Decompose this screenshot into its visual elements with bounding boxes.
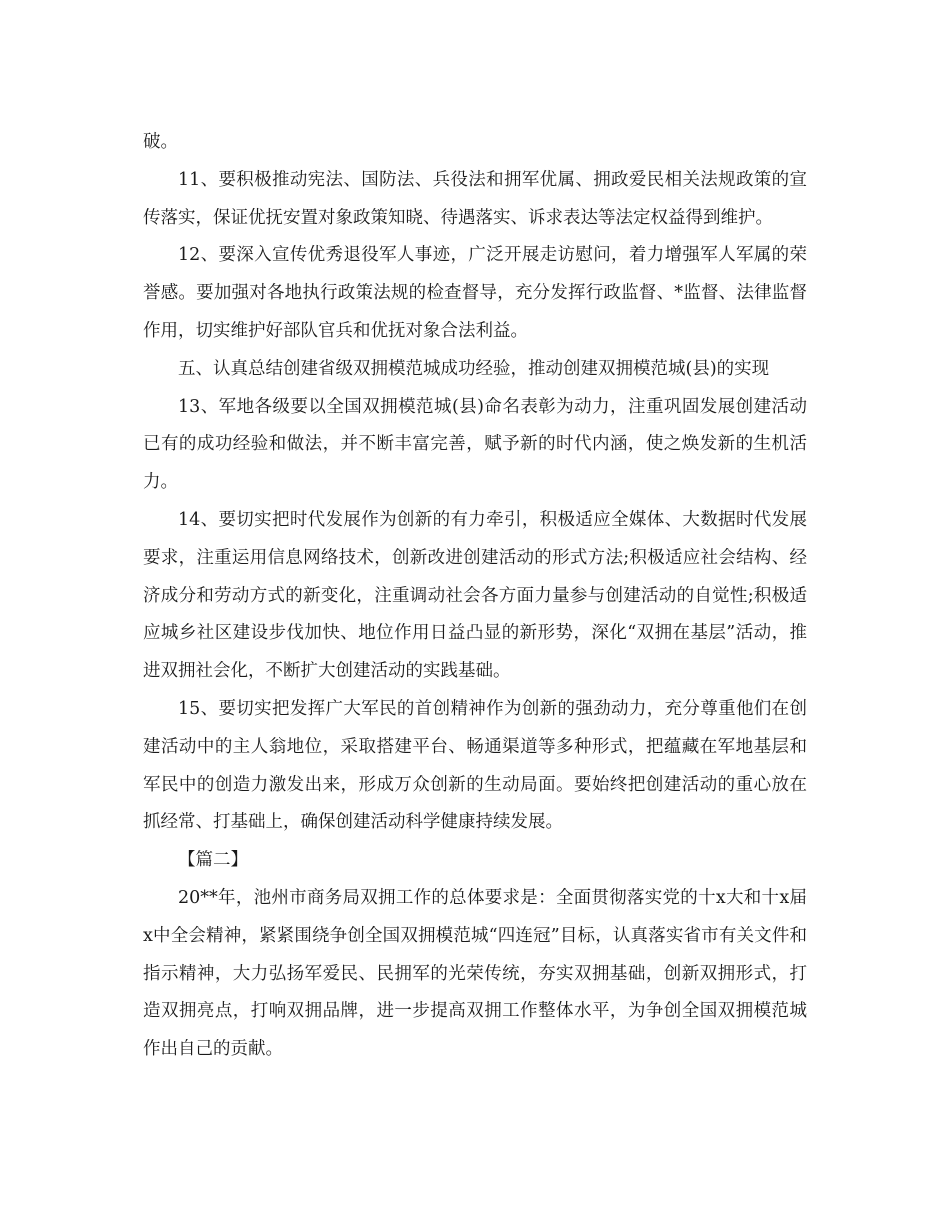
- paragraph-part-two-intro: 20**年，池州市商务局双拥工作的总体要求是：全面贯彻落实党的十x大和十x届x中全会精神，紧紧围绕争创全国双拥模范城“四连冠”目标，认真落实省市有关文件和指示精神，大力弘扬军爱民、民拥军的光荣传统，夯实双拥基础，创新双拥形式，打造双拥亮点，打响双拥品牌，进一步提高双拥工作整体水平，为争创全国双拥模范城作出自己的贡献。: [143, 887, 807, 1060]
- section-heading-five: 五、认真总结创建省级双拥模范城成功经验，推动创建双拥模范城(县)的实现: [178, 358, 770, 379]
- paragraph-item-12: 12、要深入宣传优秀退役军人事迹，广泛开展走访慰问，着力增强军人军属的荣誉感。要加强对各地执行政策法规的检查督导，充分发挥行政监督、*监督、法律监督作用，切实维护好部队官兵和优抚对象合法利益。: [143, 245, 807, 341]
- document-page: [143, 124, 807, 1069]
- part-two-heading: 【篇二】: [178, 850, 248, 871]
- paragraph-item-15: 15、要切实把发挥广大军民的首创精神作为创新的强劲动力，充分尊重他们在创建活动中的主人翁地位，采取搭建平台、畅通渠道等多种形式，把蕴藏在军地基层和军民中的创造力激发出来，形成万众创新的生动局面。要始终把创建活动的重心放在抓经常、打基础上，确保创建活动科学健康持续发展。: [143, 698, 807, 833]
- paragraph-item-14: 14、要切实把时代发展作为创新的有力牵引，积极适应全媒体、大数据时代发展要求，注重运用信息网络技术，创新改进创建活动的形式方法;积极适应社会结构、经济成分和劳动方式的新变化，注重调动社会各方面力量参与创建活动的自觉性;积极适应城乡社区建设步伐加快、地位作用日益凸显的新形势，深化“双拥在基层”活动，推进双拥社会化，不断扩大创建活动的实践基础。: [143, 509, 807, 682]
- paragraph-item-13: 13、军地各级要以全国双拥模范城(县)命名表彰为动力，注重巩固发展创建活动已有的成功经验和做法，并不断丰富完善，赋予新的时代内涵，使之焕发新的生机活力。: [143, 396, 807, 493]
- paragraph-item-11: 11、要积极推动宪法、国防法、兵役法和拥军优属、拥政爱民相关法规政策的宣传落实，保证优抚安置对象政策知晓、待遇落实、诉求表达等法定权益得到维护。: [143, 169, 807, 228]
- paragraph-continuation: 破。: [143, 132, 178, 152]
